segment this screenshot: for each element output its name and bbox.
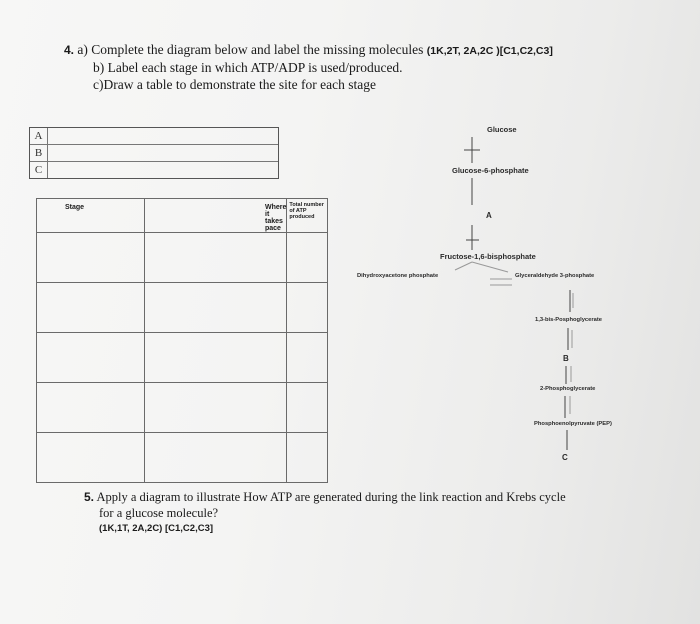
question-5-marks: (1K,1T, 2A,2C) [C1,C2,C3] <box>99 523 214 534</box>
missing-molecule-a: A <box>486 211 492 220</box>
question-4-part-c: c)Draw a table to demonstrate the site for each stage <box>93 77 376 92</box>
2pg-label: 2-Phosphoglycerate <box>540 386 596 392</box>
question-5-line-2: for a glucose molecule? <box>99 506 219 520</box>
bpg-label: 1,3-bis-Posphoglycerate <box>535 317 603 323</box>
question-5-line-1 <box>84 490 566 505</box>
label-letter-b: B <box>30 145 48 161</box>
site-header: Where it takes pace <box>145 199 287 233</box>
question-4-a-marks: (1K,2T, 2A,2C )[C1,C2,C3] <box>426 45 553 57</box>
g3p-label: Glyceraldehyde 3-phosphate <box>515 273 595 279</box>
arrow-split-left <box>455 262 472 270</box>
arrow-split-right <box>472 262 508 272</box>
missing-molecule-b: B <box>563 354 569 363</box>
stage-header: Stage <box>37 199 145 233</box>
question-4-a-text: a) Complete the diagram below and label the missing molecules <box>77 42 424 57</box>
label-letter-a: A <box>30 128 48 144</box>
pep-label: Phosphoenolpyruvate (PEP) <box>534 421 612 427</box>
f16bp-label: Fructose-1,6-bisphosphate <box>440 252 536 261</box>
question-5-number: 5. <box>84 490 95 504</box>
question-4-part-b: b) Label each stage in which ATP/ADP is used/produced. <box>93 60 403 75</box>
glucose-label: Glucose <box>487 125 517 134</box>
question-4-number: 4. <box>64 43 75 57</box>
question-5-text: Apply a diagram to illustrate How ATP are generated during the link reaction and Krebs cycle <box>96 490 566 504</box>
g6p-label: Glucose-6-phosphate <box>452 166 529 175</box>
label-letter-c: C <box>30 162 48 178</box>
dhap-label: Dihydroxyacetone phosphate <box>357 273 439 279</box>
missing-molecule-c: C <box>562 453 568 462</box>
atp-header: Total number of ATP produced <box>287 199 328 233</box>
